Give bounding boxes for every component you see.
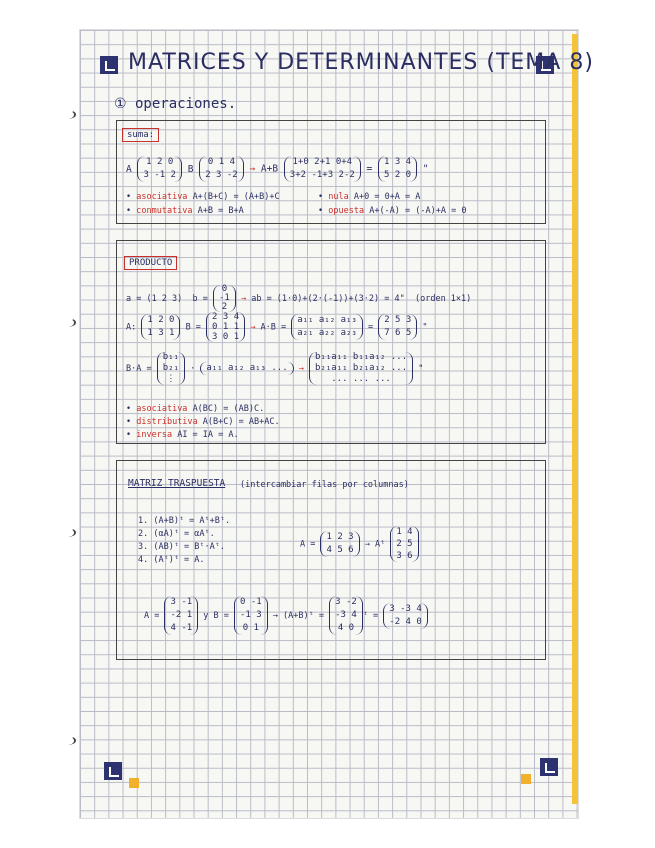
suma-property: • conmutativa A+B = B+A	[126, 206, 244, 216]
suma-example: A 1 2 0 3 -1 2 B 0 1 4 2 3 -2 → A+B 1+0 2+1 0+4 3+2 -1+3 2-2 = 1 3 4 5 2 0 "	[126, 157, 429, 180]
traspuesta-rule: 4. (Aᵗ)ᵗ = A.	[138, 555, 205, 565]
corner-logo-icon	[100, 56, 118, 74]
suma-label: suma:	[122, 128, 159, 142]
binder-hole	[60, 110, 76, 119]
producto-property: • distributiva A(B+C) = AB+AC.	[126, 417, 280, 427]
traspuesta-example2: A = 3 -1 -2 1 4 -1 y B = 0 -1 -1 3 0 1 → (A+B)ᵗ = 3 -2 -3 4 4 0ᵗ = 3 -3 4 -2 4 0	[144, 596, 428, 635]
section-heading: ① operaciones.	[114, 96, 237, 112]
traspuesta-rule: 2. (αA)ᵗ = αAᵗ.	[138, 529, 215, 539]
traspuesta-rule: 3. (AB)ᵗ = Bᵗ·Aᵗ.	[138, 542, 225, 552]
corner-logo-icon	[104, 762, 122, 780]
page-edge-strip	[572, 34, 578, 804]
suma-property: • nula A+0 = 0+A = A	[318, 192, 421, 202]
producto-matrix-example: A: 1 2 0 1 3 1 B = 2 3 4 0 1 1 3 0 1 → A·B = a₁₁ a₁₂ a₁₃ a₂₁ a₂₂ a₂₃ = 2 5 3 7 6 5 "	[126, 312, 428, 342]
binder-hole	[60, 318, 76, 327]
producto-vector-example: a = (1 2 3) b = 0 -1 2 → ab = (1·0)+(2·(-1))+(3·2) = 4" (orden 1×1)	[126, 284, 472, 312]
binder-hole	[60, 528, 76, 537]
traspuesta-example1: A = 1 2 3 4 5 6 → Aᵗ 1 4 2 5 3 6	[300, 526, 419, 562]
yellow-mark-icon	[129, 778, 139, 788]
producto-label: PRODUCTO	[124, 256, 177, 270]
traspuesta-heading: MATRIZ TRASPUESTA	[128, 478, 226, 489]
producto-ba-example: B·A = b₁₁ b₂₁ ⋮ · a₁₁ a₁₂ a₁₃ ... → b₁₁a₁₁ b₁₁a₁₂ ... b₂₁a₁₁ b₂₁a₁₂ ... ... ... ... "	[126, 352, 424, 384]
corner-logo-icon	[540, 758, 558, 776]
suma-property: • opuesta A+(-A) = (-A)+A = 0	[318, 206, 467, 216]
traspuesta-note: (intercambiar filas por columnas)	[240, 480, 409, 490]
producto-property: • inversa AI = IA = A.	[126, 430, 239, 440]
traspuesta-rule: 1. (A+B)ᵗ = Aᵗ+Bᵗ.	[138, 516, 231, 526]
suma-property: • asociativa A+(B+C) = (A+B)+C	[126, 192, 280, 202]
page-title: MATRICES Y DETERMINANTES (TEMA 8)	[128, 50, 594, 75]
producto-property: • asociativa A(BC) = (AB)C.	[126, 404, 265, 414]
binder-hole	[60, 736, 76, 745]
yellow-mark-icon	[521, 774, 531, 784]
